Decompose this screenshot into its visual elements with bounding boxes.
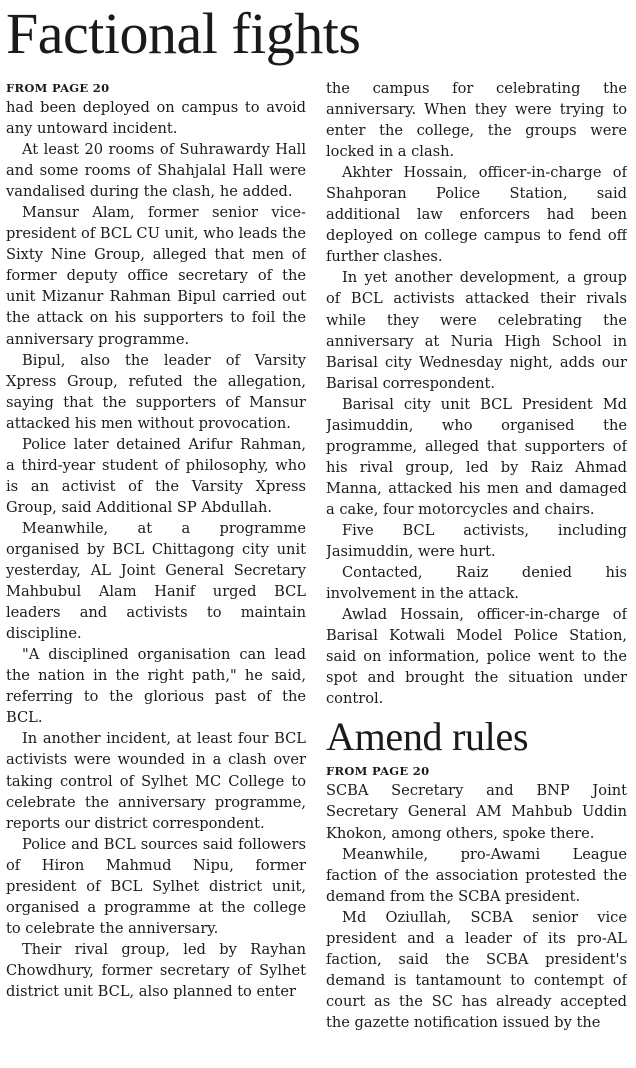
from-page-label: FROM PAGE 20 — [6, 81, 110, 95]
second-story-headline: Amend rules — [326, 714, 529, 760]
article-paragraph: Five BCL activists, including Jasimuddin, were hurt. — [326, 521, 627, 561]
article-paragraph: Barisal city unit BCL President Md Jasimuddin, who organised the programme, alleged that supporters of his rival group, led by Raiz Ahmad Manna, attacked his men and damaged a cake, four motorcycles and chairs. — [326, 395, 627, 518]
article-paragraph: Meanwhile, pro-Awami League faction of the association protested the demand from the SCBA president. — [326, 845, 627, 905]
right-column — [326, 78, 627, 1068]
left-column — [6, 78, 306, 1068]
article-paragraph: In another incident, at least four BCL activists were wounded in a clash over taking control of Sylhet MC College to celebrate the anniversary programme, reports our district correspondent. — [6, 730, 306, 832]
article-paragraph: Akhter Hossain, officer-in-charge of Shahporan Police Station, said additional law enforcers had been deployed on college campus to fend off further clashes. — [326, 164, 627, 266]
article-paragraph: Meanwhile, at a programme organised by BCL Chittagong city unit yesterday, AL Joint General Secretary Mahbubul Alam Hanif urged BCL leaders and activists to maintain discipline. — [6, 519, 306, 643]
article-paragraph: Police and BCL sources said followers of Hiron Mahmud Nipu, former president of BCL Sylhet district unit, organised a programme at the college to celebrate the anniversary. — [6, 835, 306, 937]
article-paragraph: Mansur Alam, former senior vice-president of BCL CU unit, who leads the Sixty Nine Group, alleged that men of former deputy office secretary of the unit Mizanur Rahman Bipul carried out the attack on his supporters to foil the anniversary programme. — [6, 204, 306, 348]
article-paragraph: Their rival group, led by Rayhan Chowdhury, former secretary of Sylhet district unit BCL, also planned to enter — [6, 940, 306, 1000]
article-paragraph: "A disciplined organisation can lead the nation in the right path," he said, referring to the glorious past of the BCL. — [6, 646, 306, 727]
article-paragraph: Bipul, also the leader of Varsity Xpress Group, refuted the allegation, saying that the supporters of Mansur attacked his men without provocation. — [6, 351, 306, 432]
article-paragraph: had been deployed on campus to avoid any untoward incident. — [6, 99, 306, 138]
article-paragraph: Contacted, Raiz denied his involvement in the attack. — [326, 564, 627, 603]
article-paragraph: the campus for celebrating the anniversary. When they were trying to enter the college, the groups were locked in a clash. — [326, 80, 627, 161]
article-paragraph: Police later detained Arifur Rahman, a third-year student of philosophy, who is an activist of the Varsity Xpress Group, said Additional SP Abdullah. — [6, 435, 306, 516]
article-paragraph: Md Oziullah, SCBA senior vice president and a leader of its pro-AL faction, said the SCBA president's demand is tantamount to contempt of court as the SC has already accepted the gazette notification issued by the — [326, 908, 627, 1031]
article-paragraph: At least 20 rooms of Suhrawardy Hall and some rooms of Shahjalal Hall were vandalised during the clash, he added. — [6, 141, 306, 201]
article-paragraph: Awlad Hossain, officer-in-charge of Barisal Kotwali Model Police Station, said on information, police went to the spot and brought the situation under control. — [326, 606, 627, 708]
from-page-label: FROM PAGE 20 — [326, 764, 430, 779]
headline: Factional fights — [6, 1, 361, 66]
article-paragraph: SCBA Secretary and BNP Joint Secretary General AM Mahbub Uddin Khokon, among others, spoke there. — [326, 782, 627, 842]
article-paragraph: In yet another development, a group of BCL activists attacked their rivals while they were celebrating the anniversary at Nuria High School in Barisal city Wednesday night, adds our Barisal correspondent. — [326, 269, 627, 392]
